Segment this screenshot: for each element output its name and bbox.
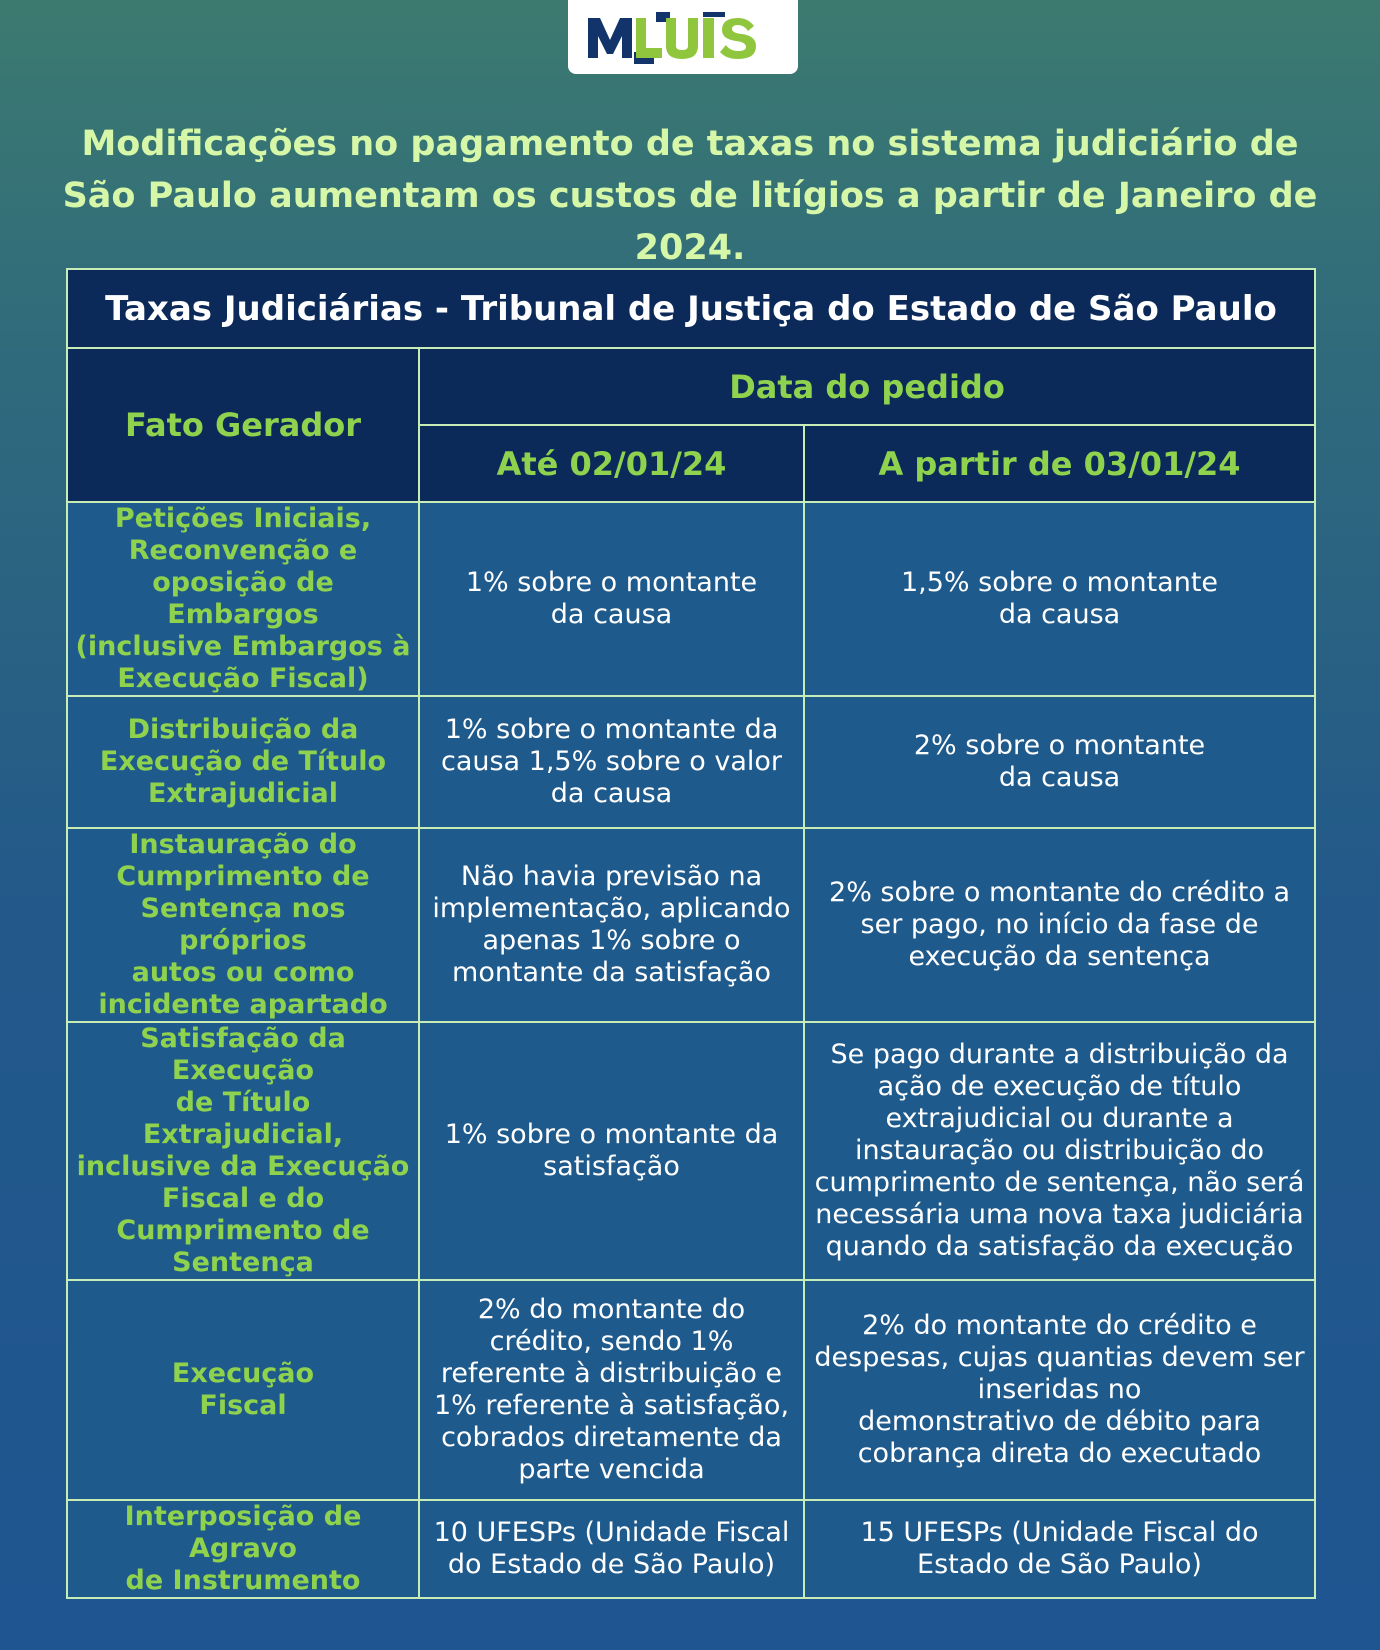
apartir-value-cell — [804, 502, 1315, 696]
cell-text-line: Sentença — [172, 1247, 314, 1278]
cell-text-line: oposição de Embargos — [152, 567, 334, 630]
cell-text-line: 2% do montante do — [477, 1294, 746, 1325]
cell-text-line: Cumprimento de — [116, 861, 370, 892]
cell-text-line: 1% sobre o montante — [465, 567, 758, 598]
fato-gerador-cell — [67, 828, 419, 1022]
header-a-partir: A partir de 03/01/24 — [804, 425, 1315, 502]
fato-gerador-cell — [67, 1022, 419, 1280]
table-title: Taxas Judiciárias - Tribunal de Justiça do Estado de São Paulo — [67, 269, 1315, 348]
cell-text-line: execução da sentença — [908, 941, 1211, 972]
header-ate: Até 02/01/24 — [419, 425, 804, 502]
cell-text-line: Sentença nos próprios — [140, 893, 346, 956]
cell-text-line: quando da satisfação da execução — [825, 1231, 1294, 1262]
header-data-do-pedido: Data do pedido — [419, 348, 1315, 425]
cell-text-line: referente à distribuição e — [440, 1358, 783, 1389]
cell-text-line: Fiscal — [199, 1390, 287, 1421]
cell-text-line: (inclusive Embargos à — [75, 631, 411, 662]
cell-text-line: de Instrumento — [125, 1565, 361, 1596]
cell-text-line: da causa — [550, 599, 673, 630]
cell-text-line: da causa — [998, 599, 1121, 630]
cell-text-line: de Título Extrajudicial, — [142, 1087, 344, 1150]
fato-gerador-cell — [67, 1280, 419, 1500]
cell-text-line: 15 UFESPs (Unidade Fiscal do — [860, 1517, 1259, 1548]
cell-text-line: ação de execução de título — [877, 1071, 1242, 1102]
cell-text-line: da causa — [550, 778, 673, 809]
cell-text-line: incidente apartado — [98, 989, 388, 1020]
cell-text-line: despesas, cujas quantias devem ser — [814, 1342, 1305, 1373]
ate-value-cell — [419, 696, 804, 828]
cell-text-line: montante da satisfação — [452, 957, 771, 988]
cell-text-line: causa 1,5% sobre o valor — [440, 746, 783, 777]
ate-value-cell — [419, 502, 804, 696]
cell-text-line: Distribuição da — [127, 714, 359, 745]
ate-value-cell — [419, 1022, 804, 1280]
cell-text-line: Satisfação da Execução — [140, 1023, 346, 1086]
cell-text-line: 1,5% sobre o montante — [900, 567, 1219, 598]
cell-text-line: 2% sobre o montante — [913, 730, 1206, 761]
cell-text-line: crédito, sendo 1% — [489, 1326, 734, 1357]
cell-text-line: 1% sobre o montante da — [444, 1119, 779, 1150]
cell-text-line: Não havia previsão na — [460, 861, 763, 892]
cell-text-line: inseridas no — [977, 1374, 1142, 1405]
cell-text-line: cobrados diretamente da — [441, 1422, 782, 1453]
cell-text-line: ser pago, no início da fase de — [860, 909, 1259, 940]
cell-text-line: necessária uma nova taxa judiciária — [815, 1199, 1304, 1230]
cell-text-line: Cumprimento de — [116, 1215, 370, 1246]
cell-text-line: da causa — [998, 762, 1121, 793]
apartir-value-cell — [804, 1280, 1315, 1500]
cell-text-line: Fiscal e do — [161, 1183, 325, 1214]
ate-value-cell — [419, 1500, 804, 1598]
cell-text-line: 10 UFESPs (Unidade Fiscal — [433, 1517, 790, 1548]
headline — [30, 118, 1350, 274]
header-fato-gerador: Fato Gerador — [67, 348, 419, 502]
table-row — [67, 1280, 1315, 1500]
cell-text-line: 2% sobre o montante do crédito a — [829, 877, 1290, 908]
apartir-value-cell — [804, 828, 1315, 1022]
cell-text-line: Execução Fiscal) — [117, 663, 369, 694]
cell-text-line: Petições Iniciais, — [114, 503, 372, 534]
logo — [568, 0, 798, 74]
cell-text-line: cumprimento de sentença, não será — [814, 1167, 1305, 1198]
apartir-value-cell — [804, 1022, 1315, 1280]
table-body — [67, 502, 1315, 1598]
apartir-value-cell — [804, 1500, 1315, 1598]
apartir-value-cell — [804, 696, 1315, 828]
ate-value-cell — [419, 828, 804, 1022]
table-row — [67, 696, 1315, 828]
cell-text-line: satisfação — [543, 1151, 680, 1182]
fato-gerador-cell — [67, 1500, 419, 1598]
headline-line-1: Modificações no pagamento de taxas no sistema judiciário de — [81, 124, 1299, 164]
cell-text-line: autos ou como — [131, 957, 355, 988]
cell-text-line: demonstrativo de débito para — [858, 1406, 1261, 1437]
table-row — [67, 1500, 1315, 1598]
cell-text-line: Se pago durante a distribuição da — [830, 1039, 1289, 1070]
cell-text-line: parte vencida — [518, 1454, 705, 1485]
cell-text-line: cobrança direta do executado — [857, 1438, 1262, 1469]
cell-text-line: Interposição de Agravo — [124, 1501, 362, 1564]
cell-text-line: Estado de São Paulo) — [917, 1549, 1202, 1580]
cell-text-line: extrajudicial ou durante a — [885, 1103, 1234, 1134]
cell-text-line: instauração ou distribuição do — [854, 1135, 1265, 1166]
cell-text-line: apenas 1% sobre o — [482, 925, 741, 956]
cell-text-line: Instauração do — [129, 829, 357, 860]
headline-line-2: São Paulo aumentam os custos de litígios a partir de Janeiro de 2024. — [62, 176, 1318, 268]
cell-text-line: 1% referente à satisfação, — [433, 1390, 790, 1421]
cell-text-line: Extrajudicial — [147, 778, 339, 809]
mluis-logo — [586, 12, 780, 64]
cell-text-line: 2% do montante do crédito e — [862, 1310, 1257, 1341]
cell-text-line: Execução de Título — [99, 746, 387, 777]
cell-text-line: inclusive da Execução — [76, 1151, 410, 1182]
cell-text-line: 1% sobre o montante da — [444, 714, 779, 745]
fato-gerador-cell — [67, 696, 419, 828]
cell-text-line: implementação, aplicando — [432, 893, 791, 924]
cell-text-line: do Estado de São Paulo) — [447, 1549, 776, 1580]
cell-text-line: Execução — [171, 1358, 315, 1389]
table-row — [67, 1022, 1315, 1280]
fees-table — [66, 268, 1316, 1599]
fato-gerador-cell — [67, 502, 419, 696]
table-row — [67, 502, 1315, 696]
table-row — [67, 828, 1315, 1022]
cell-text-line: Reconvenção e — [128, 535, 358, 566]
ate-value-cell — [419, 1280, 804, 1500]
